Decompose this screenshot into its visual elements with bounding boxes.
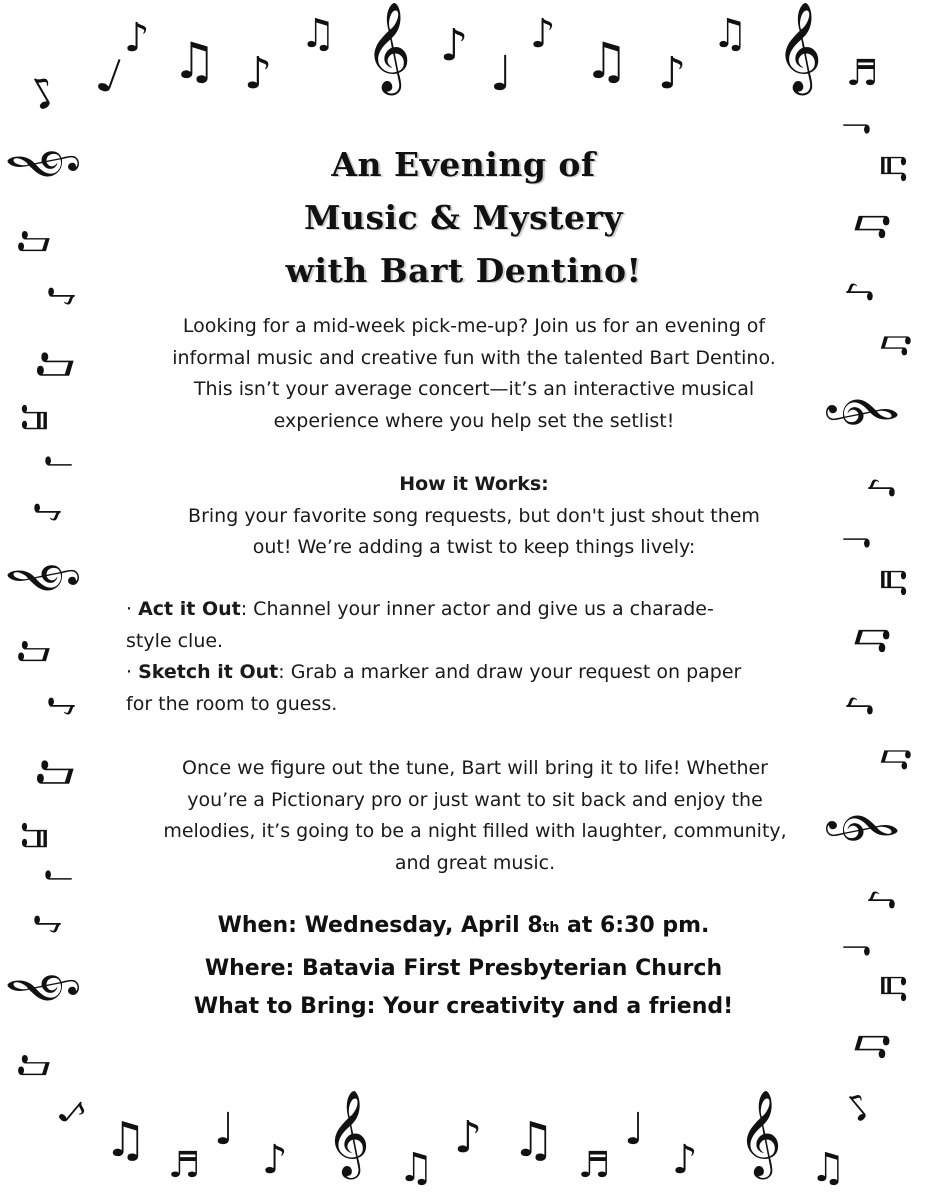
title-line-2: Music & Mystery <box>303 198 624 237</box>
beamed-notes-icon: ♫ <box>712 11 748 57</box>
eighth-note-icon: ♪ <box>49 1090 94 1137</box>
option-text: : Channel your inner actor and give us a charade- <box>240 598 714 620</box>
eighth-note-icon: ♪ <box>840 280 882 304</box>
treble-clef-icon: 𝄞 <box>326 1090 370 1176</box>
how-it-works-line-2: out! We’re adding a twist to keep things lively: <box>252 536 696 558</box>
title-line-3: with Bart Dentino! <box>285 251 642 290</box>
beamed-notes-icon: ♫ <box>30 752 82 792</box>
closing-line-4: and great music. <box>394 851 556 874</box>
when-time: at 6:30 pm. <box>559 913 710 938</box>
beamed-notes-icon: ♫ <box>104 1112 148 1168</box>
treble-clef-icon: 𝄞 <box>6 972 77 1008</box>
quarter-note-icon: ♩ <box>214 1104 235 1155</box>
quarter-note-icon: ♩ <box>490 46 513 102</box>
list-item <box>126 657 816 689</box>
when-date: When: Wednesday, April 8 <box>217 913 543 938</box>
quarter-note-icon: ♩ <box>837 941 879 959</box>
treble-clef-icon: 𝄞 <box>6 148 77 184</box>
beamed-notes-icon: ♫ <box>875 329 917 363</box>
treble-clef-icon: 𝄞 <box>828 808 899 844</box>
how-it-works-heading: How it Works: <box>399 473 549 495</box>
treble-clef-icon: 𝄞 <box>828 392 899 428</box>
intro-paragraph <box>118 311 830 437</box>
eighth-note-icon: ♪ <box>658 48 687 99</box>
quarter-note-icon: ♩ <box>36 867 78 885</box>
eighth-note-icon: ♪ <box>862 888 904 912</box>
list-item <box>126 594 816 626</box>
intro-line-2: informal music and creative fun with the talented Bart Dentino. <box>172 346 776 369</box>
beamed-notes-icon: ♫ <box>13 1047 58 1083</box>
eighth-note-icon: ♪ <box>840 694 882 718</box>
flyer-title <box>0 138 927 297</box>
options-list <box>126 594 816 720</box>
treble-clef-icon: 𝄞 <box>776 2 823 92</box>
how-it-works-line-1: Bring your favorite song requests, but don't just shout them <box>188 504 760 527</box>
list-item-continuation: for the room to guess. <box>126 692 338 715</box>
option-name: Sketch it Out <box>138 661 279 683</box>
event-where: Where: Batavia First Presbyterian Church <box>204 956 723 981</box>
sixteenth-note-icon: ♬ <box>875 567 916 599</box>
quarter-note-icon: ♩ <box>837 119 879 137</box>
quarter-note-icon: ♩ <box>837 533 879 551</box>
eighth-note-icon: ♪ <box>25 500 67 524</box>
eighth-note-icon: ♪ <box>244 48 273 99</box>
sixteenth-note-icon: ♬ <box>875 153 916 185</box>
eighth-note-icon: ♪ <box>262 1137 288 1183</box>
bullet: · <box>126 598 139 620</box>
beamed-notes-icon: ♫ <box>30 344 82 384</box>
closing-line-1: Once we figure out the tune, Bart will bring it to life! Whether <box>182 757 768 779</box>
beamed-notes-icon: ♫ <box>512 1112 556 1168</box>
list-item-continuation: style clue. <box>126 629 224 652</box>
eighth-note-icon: ♪ <box>25 912 67 936</box>
closing-paragraph <box>110 753 840 879</box>
quarter-note-icon: ♩ <box>89 45 130 107</box>
treble-clef-icon: 𝄞 <box>6 562 77 598</box>
option-text: : Grab a marker and draw your request on paper <box>278 661 742 683</box>
bullet: · <box>126 661 139 683</box>
beamed-notes-icon: ♫ <box>584 32 629 90</box>
treble-clef-icon: 𝄞 <box>365 2 412 92</box>
title-line-1: An Evening of <box>331 145 596 184</box>
option-name: Act it Out <box>138 598 241 620</box>
eighth-note-icon: ♪ <box>39 284 81 308</box>
quarter-note-icon: ♩ <box>624 1104 645 1155</box>
beamed-notes-icon: ♫ <box>845 1028 895 1066</box>
eighth-note-icon: ♪ <box>672 1137 698 1183</box>
beamed-notes-icon: ♫ <box>875 743 917 777</box>
sixteenth-note-icon: ♬ <box>846 53 879 94</box>
beamed-notes-icon: ♫ <box>845 208 895 246</box>
closing-line-3: melodies, it’s going to be a night filled with laughter, community, <box>163 820 787 842</box>
quarter-note-icon: ♩ <box>36 453 78 471</box>
eighth-note-icon: ♪ <box>19 64 68 121</box>
beamed-notes-icon: ♫ <box>13 223 58 259</box>
beamed-notes-icon: ♫ <box>172 32 217 90</box>
sixteenth-note-icon: ♬ <box>13 401 54 433</box>
sixteenth-note-icon: ♬ <box>168 1145 201 1186</box>
eighth-note-icon: ♪ <box>454 1112 483 1163</box>
how-it-works-section <box>118 469 830 564</box>
eighth-note-icon: ♪ <box>530 11 556 57</box>
event-when <box>0 913 927 938</box>
intro-line-1: Looking for a mid-week pick-me-up? Join us for an evening of <box>182 315 766 337</box>
beamed-notes-icon: ♫ <box>810 1145 846 1191</box>
beamed-notes-icon: ♫ <box>845 622 895 660</box>
date-suffix: th <box>542 920 560 936</box>
eighth-note-icon: ♪ <box>440 20 469 71</box>
sixteenth-note-icon: ♬ <box>578 1145 611 1186</box>
eighth-note-icon: ♪ <box>837 1084 882 1131</box>
intro-line-4: experience where you help set the setlist! <box>273 409 675 432</box>
eighth-note-icon: ♪ <box>862 476 904 500</box>
eighth-note-icon: ♪ <box>39 694 81 718</box>
closing-line-2: you’re a Pictionary pro or just want to sit back and enjoy the <box>187 788 763 811</box>
sixteenth-note-icon: ♪ <box>124 15 150 61</box>
event-what-to-bring: What to Bring: Your creativity and a friend! <box>193 994 734 1019</box>
sixteenth-note-icon: ♬ <box>13 819 54 851</box>
beamed-notes-icon: ♫ <box>13 633 58 669</box>
beamed-notes-icon: ♫ <box>300 11 336 57</box>
intro-line-3: This isn’t your average concert—it’s an interactive musical <box>193 378 755 400</box>
sixteenth-note-icon: ♬ <box>875 973 916 1005</box>
treble-clef-icon: 𝄞 <box>738 1090 782 1176</box>
beamed-notes-icon: ♫ <box>398 1145 434 1191</box>
